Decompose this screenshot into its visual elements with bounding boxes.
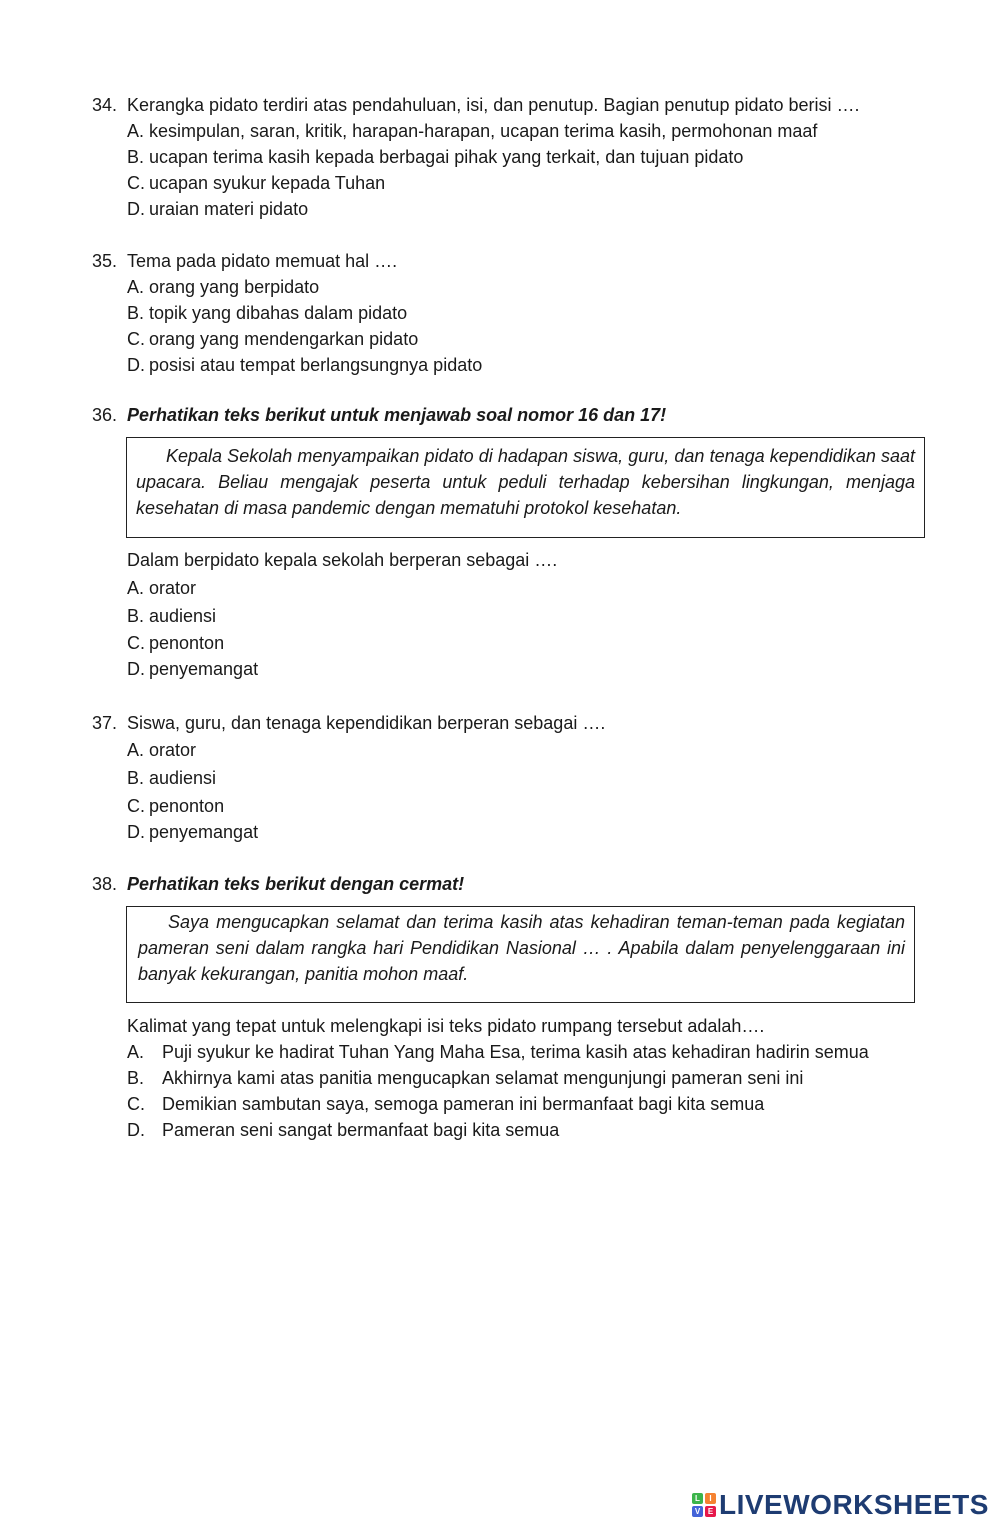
q34-option-d[interactable]: D. uraian materi pidato bbox=[127, 199, 309, 219]
logo-letter: E bbox=[705, 1506, 716, 1517]
logo-text: LIVEWORKSHEETS bbox=[719, 1489, 989, 1520]
q34-question: Kerangka pidato terdiri atas pendahuluan, isi, dan penutup. Bagian penutup pidato berisi …. bbox=[127, 95, 860, 115]
q35-question: Tema pada pidato memuat hal …. bbox=[127, 251, 398, 271]
q37-option-c[interactable]: C. penonton bbox=[127, 796, 225, 816]
q38-question: Kalimat yang tepat untuk melengkapi isi teks pidato rumpang tersebut adalah…. bbox=[127, 1016, 765, 1036]
q36-option-a[interactable]: A. orator bbox=[127, 578, 197, 598]
q37-option-b[interactable]: B. audiensi bbox=[127, 768, 217, 788]
q34-number: 34. bbox=[92, 95, 118, 115]
q34-option-b[interactable]: B. ucapan terima kasih kepada berbagai pihak yang terkait, dan tujuan pidato bbox=[127, 147, 744, 167]
q34-option-a[interactable]: A. kesimpulan, saran, kritik, harapan-harapan, ucapan terima kasih, permohonan maaf bbox=[127, 121, 818, 141]
q36-passage: Kepala Sekolah menyampaikan pidato di hadapan siswa, guru, dan tenaga kependidikan saat upacara. Beliau mengajak peserta untuk peduli terhadap kebersihan lingkungan, menjaga kesehatan di masa pandemic dengan mematuhi protokol kesehatan. bbox=[136, 446, 915, 518]
q35-option-b[interactable]: B. topik yang dibahas dalam pidato bbox=[127, 303, 408, 323]
q37-option-d[interactable]: D. penyemangat bbox=[127, 822, 259, 842]
q38-option-b[interactable]: B. Akhirnya kami atas panitia mengucapkan selamat mengunjungi pameran seni ini bbox=[127, 1068, 804, 1088]
q36-option-d[interactable]: D. penyemangat bbox=[127, 659, 259, 679]
q36-option-b[interactable]: B. audiensi bbox=[127, 606, 217, 626]
q36-option-c[interactable]: C. penonton bbox=[127, 633, 225, 653]
q38-option-a[interactable]: A. Puji syukur ke hadirat Tuhan Yang Maha Esa, terima kasih atas kehadiran hadirin semua bbox=[127, 1042, 869, 1062]
q37-question: Siswa, guru, dan tenaga kependidikan berperan sebagai …. bbox=[127, 713, 606, 733]
q36-passage-box bbox=[126, 437, 925, 538]
q35-number: 35. bbox=[92, 251, 118, 271]
q37-option-a[interactable]: A. orator bbox=[127, 740, 197, 760]
q38-passage-box bbox=[126, 906, 915, 1003]
logo-letter: I bbox=[705, 1493, 716, 1504]
logo-letter: L bbox=[692, 1493, 703, 1504]
logo-letter: V bbox=[692, 1506, 703, 1517]
q35-option-a[interactable]: A. orang yang berpidato bbox=[127, 277, 320, 297]
q35-option-d[interactable]: D. posisi atau tempat berlangsungnya pidato bbox=[127, 355, 483, 375]
q34-option-c[interactable]: C. ucapan syukur kepada Tuhan bbox=[127, 173, 386, 193]
liveworksheets-logo[interactable] bbox=[692, 1488, 989, 1522]
q35-option-c[interactable]: C. orang yang mendengarkan pidato bbox=[127, 329, 419, 349]
q36-instruction: Perhatikan teks berikut untuk menjawab soal nomor 16 dan 17! bbox=[127, 405, 667, 425]
q38-instruction: Perhatikan teks berikut dengan cermat! bbox=[127, 874, 465, 894]
q36-number: 36. bbox=[92, 405, 118, 425]
q38-number: 38. bbox=[92, 874, 118, 894]
q36-question: Dalam berpidato kepala sekolah berperan sebagai …. bbox=[127, 550, 558, 570]
q38-passage: Saya mengucapkan selamat dan terima kasih atas kehadiran teman-teman pada kegiatan pameran seni dalam rangka hari Pendidikan Nasional … . Apabila dalam penyelenggaraan ini banyak kekurangan, panitia mohon maaf. bbox=[138, 912, 905, 984]
q38-option-c[interactable]: C. Demikian sambutan saya, semoga pameran ini bermanfaat bagi kita semua bbox=[127, 1094, 765, 1114]
logo-icon bbox=[692, 1493, 716, 1517]
q38-option-d[interactable]: D. Pameran seni sangat bermanfaat bagi kita semua bbox=[127, 1120, 560, 1140]
q37-number: 37. bbox=[92, 713, 118, 733]
